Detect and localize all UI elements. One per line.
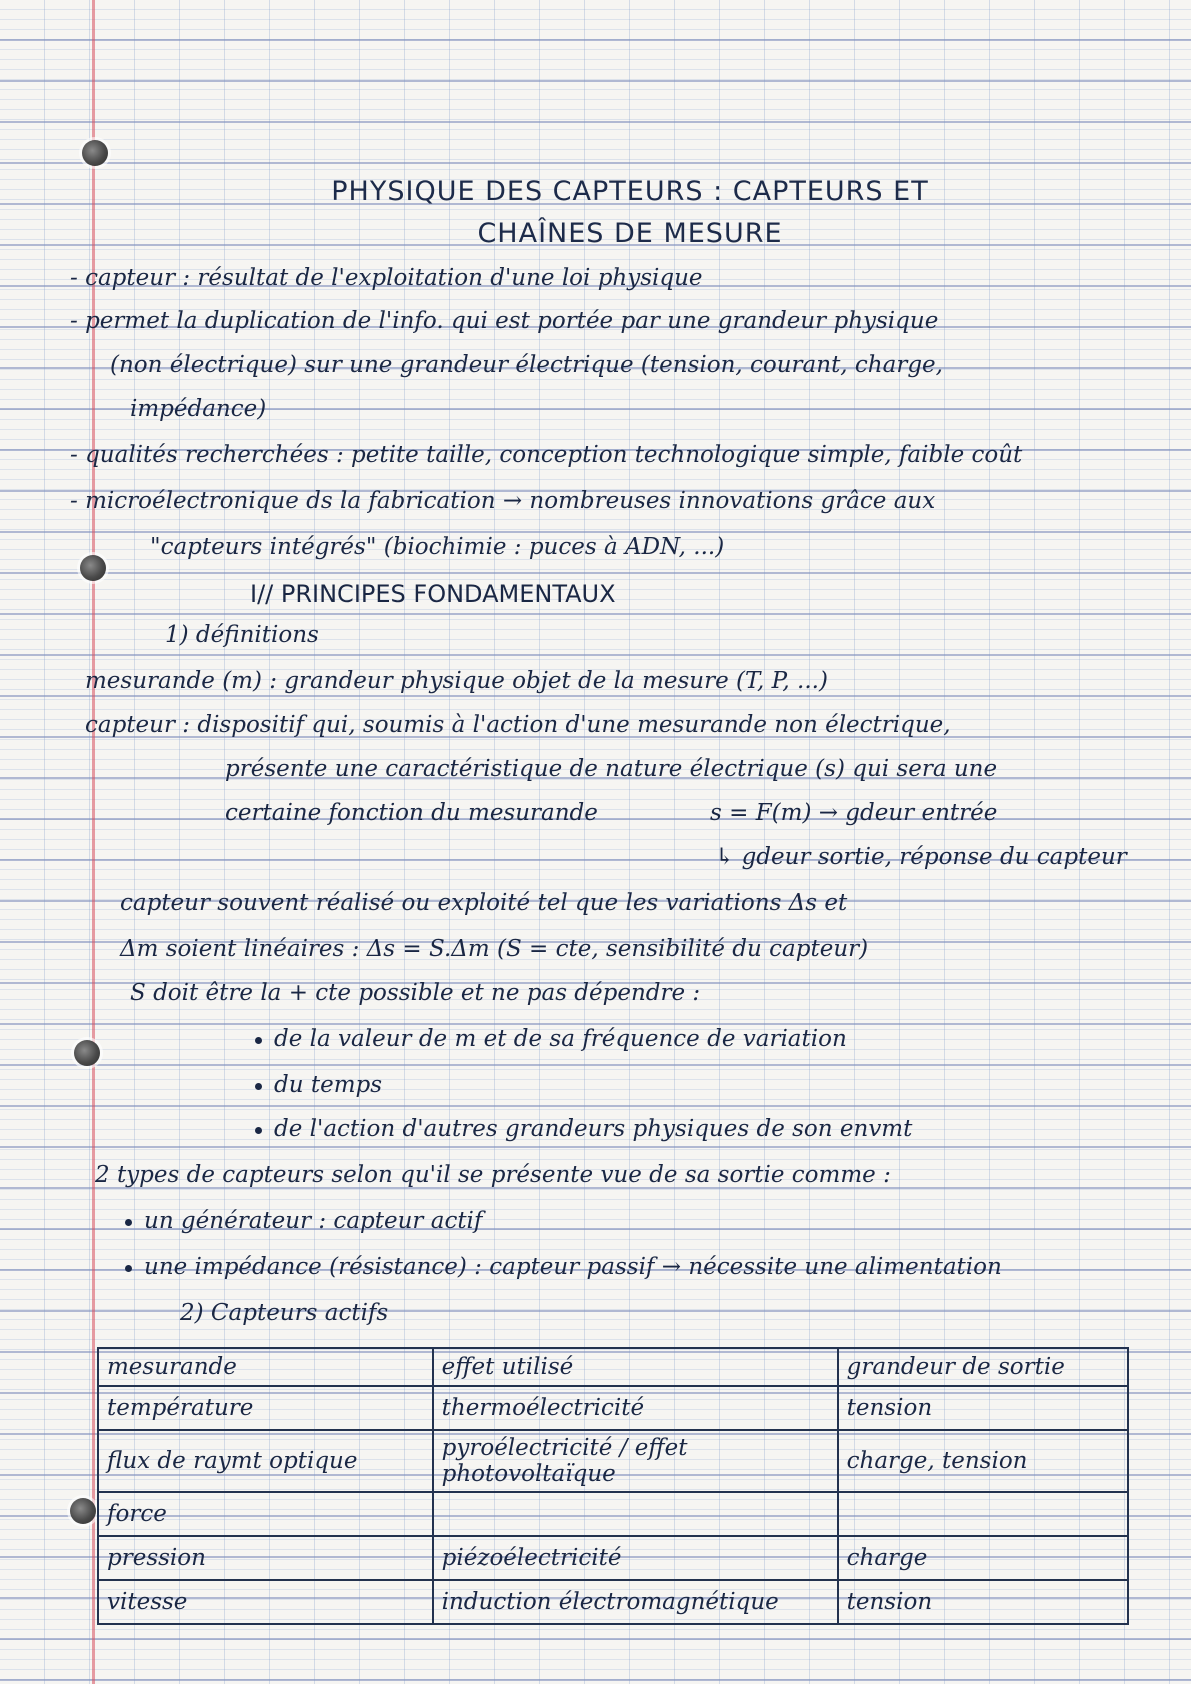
table-cell: vitesse (98, 1580, 433, 1624)
table-row (98, 1580, 1128, 1624)
subsection-heading: 2) Capteurs actifs (180, 1300, 389, 1326)
dependency-item (255, 1116, 912, 1142)
definition-line: certaine fonction du mesurande (225, 800, 598, 826)
definition-line: mesurande (m) : grandeur physique objet de la mesure (T, P, ...) (85, 668, 828, 694)
table-cell: température (98, 1386, 433, 1430)
table-cell (838, 1492, 1128, 1536)
section-heading: I// PRINCIPES FONDAMENTAUX (250, 580, 616, 608)
intro-line: impédance) (130, 396, 267, 422)
intro-line: - capteur : résultat de l'exploitation d'une loi physique (70, 265, 703, 291)
type-item (125, 1208, 482, 1234)
active-sensors-table (97, 1347, 1129, 1625)
table-row (98, 1492, 1128, 1536)
table-cell: charge (838, 1536, 1128, 1580)
bullet-icon (255, 1037, 262, 1044)
definition-line: S doit être la + cte possible et ne pas dépendre : (130, 980, 701, 1006)
table-header-cell: effet utilisé (433, 1348, 838, 1386)
intro-line: - microélectronique ds la fabrication → nombreuses innovations grâce aux (70, 488, 936, 514)
punch-hole (70, 1498, 96, 1524)
definition-line: présente une caractéristique de nature électrique (s) qui sera une (225, 756, 998, 782)
table-row (98, 1386, 1128, 1430)
table-cell: thermoélectricité (433, 1386, 838, 1430)
formula-line: s = F(m) → gdeur entrée (710, 800, 998, 826)
table-cell: pression (98, 1536, 433, 1580)
subsection-heading: 1) définitions (165, 622, 319, 648)
type-item (125, 1254, 1002, 1280)
table-cell: pyroélectricité / effet photovoltaïque (433, 1430, 838, 1492)
table-header-cell: mesurande (98, 1348, 433, 1386)
intro-line: (non électrique) sur une grandeur électrique (tension, courant, charge, (110, 352, 943, 378)
dependency-text: de la valeur de m et de sa fréquence de variation (274, 1026, 847, 1052)
table-cell: charge, tension (838, 1430, 1128, 1492)
intro-line: - permet la duplication de l'info. qui est portée par une grandeur physique (70, 308, 939, 334)
dependency-item (255, 1026, 847, 1052)
intro-line: - qualités recherchées : petite taille, conception technologique simple, faible coût (70, 442, 1023, 468)
table-row (98, 1536, 1128, 1580)
definition-line: capteur : dispositif qui, soumis à l'action d'une mesurande non électrique, (85, 712, 951, 738)
punch-hole (74, 1040, 100, 1066)
dependency-item (255, 1072, 382, 1098)
page-title-line2: CHAÎNES DE MESURE (477, 218, 783, 249)
dependency-text: du temps (274, 1072, 383, 1098)
table-cell: tension (838, 1386, 1128, 1430)
definition-line: capteur souvent réalisé ou exploité tel que les variations Δs et (120, 890, 848, 916)
type-text: un générateur : capteur actif (144, 1208, 483, 1234)
table-cell: induction électromagnétique (433, 1580, 838, 1624)
table-cell: flux de raymt optique (98, 1430, 433, 1492)
types-intro: 2 types de capteurs selon qu'il se présente vue de sa sortie comme : (95, 1162, 891, 1188)
page-title-line1: PHYSIQUE DES CAPTEURS : CAPTEURS ET (331, 176, 929, 207)
definition-line: Δm soient linéaires : Δs = S.Δm (S = cte, sensibilité du capteur) (120, 936, 869, 962)
table-row (98, 1430, 1128, 1492)
intro-line: "capteurs intégrés" (biochimie : puces à ADN, ...) (150, 534, 725, 560)
table-cell: piézoélectricité (433, 1536, 838, 1580)
bullet-icon (255, 1127, 262, 1134)
table-header-cell: grandeur de sortie (838, 1348, 1128, 1386)
bullet-icon (125, 1219, 132, 1226)
table-cell: tension (838, 1580, 1128, 1624)
bullet-icon (255, 1083, 262, 1090)
punch-hole (82, 140, 108, 166)
table-header-row (98, 1348, 1128, 1386)
table-cell: force (98, 1492, 433, 1536)
dependency-text: de l'action d'autres grandeurs physiques de son envmt (274, 1116, 913, 1142)
table-cell (433, 1492, 838, 1536)
punch-hole (80, 555, 106, 581)
bullet-icon (125, 1265, 132, 1272)
formula-annotation: ↳ gdeur sortie, réponse du capteur (715, 844, 1127, 870)
type-text: une impédance (résistance) : capteur passif → nécessite une alimentation (144, 1254, 1002, 1280)
